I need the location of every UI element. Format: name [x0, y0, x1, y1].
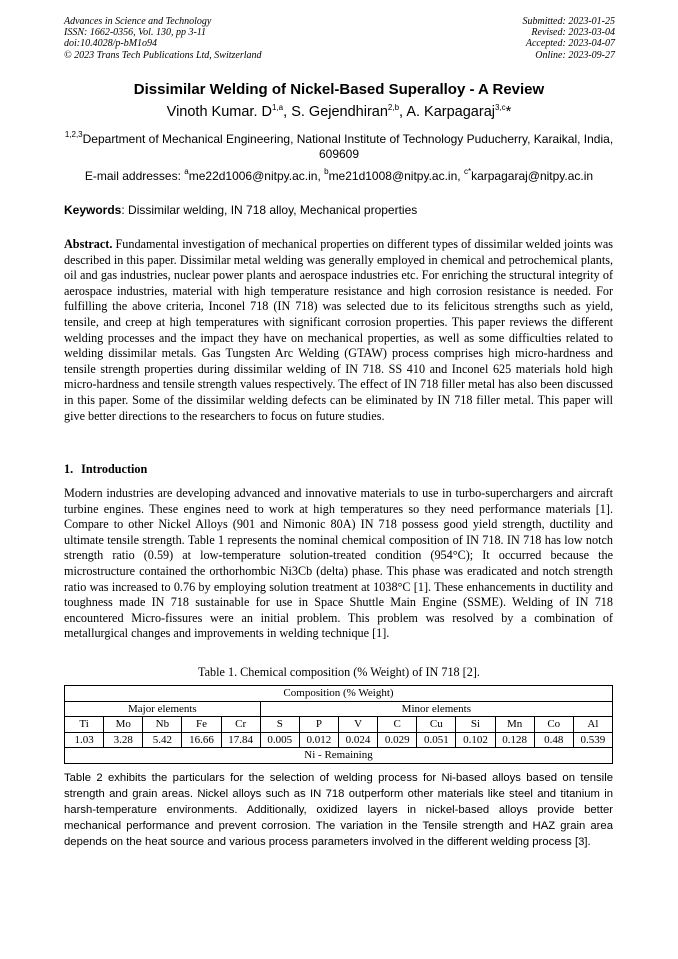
author-separator: , — [283, 104, 292, 120]
element-cell: Al — [573, 717, 612, 733]
abstract-text: Fundamental investigation of mechanical properties on different types of dissimilar welded joints was described in this paper. Dissimilar metal welding was generally employed in chemical and petrochemical plants, oil and gas industries, nuclear power plants and aerospace industries etc. For enriching the structural integrity of aerospace industries, material with high temperature resistance and high corrosion resistance is needed. For fulfilling the above criteria, Inconel 718 (IN 718) was selected due to its felicitous strengths such as yield, tensile, and creep at high temperatures with significant corrosion properties. This paper reviews the different welding processes and the impact they have on mechanical properties, as well as some difficulties related to welding dissimilar metals. Gas Tungsten Arc Welding (GTAW) process comprises high micro-hardness and tensile strength properties during dissimilar welding of IN 718. SS 410 and Inconel 625 materials hold high micro-hardness and tensile strength values respectively. The effect of IN 718 filler metal has also been discussed in this paper. Some of the dissimilar welding defects can be eliminated by IN 718 filler metal. This paper will give better directions to the researchers to focus on future studies. — [64, 237, 613, 423]
section-heading — [64, 462, 147, 477]
element-cell: P — [299, 717, 338, 733]
affiliation-text: Department of Mechanical Engineering, National Institute of Technology Puducherry, Karaikal, India, 609609 — [82, 132, 614, 161]
value-cell: 0.128 — [495, 732, 534, 748]
affiliation — [64, 132, 614, 162]
email-superscript: c* — [463, 167, 472, 176]
paper-title: Dissimilar Welding of Nickel-Based Superalloy - A Review — [133, 81, 545, 98]
element-row — [65, 717, 613, 733]
email-link[interactable]: me22d1006@nitpy.ac.in — [188, 169, 318, 183]
introduction-paragraph: Modern industries are developing advanced and innovative materials to use in turbo-superchargers and aircraft turbine engines. These engines need to work at high temperatures so they need performance materials [1]. Compare to other Nickel Alloys (901 and Nimonic 80A) IN 718 possess good yield strength, ductility and ultimate tensile strength. Table 1 represents the nominal chemical composition of IN 718. IN 718 has low notch strength ratio (0.59) at low-temperature solution-treated condition (954°C); It occurred because the microstructure contained the orthorhombic Ni3Cb (delta) phase. This phase was eradicated and notch strength ratio was increased to 0.76 by employing solution treatment at 1038°C [1]. These enhancements in ductility and toughness made IN 718 sustainable for use in Space Shuttle Main Engine (SSME). Welding of IN 718 encountered Micro-fissures were an initial problem. This problem was resolved by a combination of metallurgical changes and improvements in welding technique [1]. — [64, 486, 613, 641]
journal-info — [64, 16, 262, 61]
corresponding-author-mark: * — [505, 104, 512, 120]
author-name: S. Gejendhiran — [291, 104, 388, 120]
element-cell: C — [378, 717, 417, 733]
abstract — [64, 237, 613, 424]
element-cell: Nb — [143, 717, 182, 733]
composition-table — [64, 685, 613, 764]
author-superscript: 1,a — [272, 103, 284, 112]
table-header-minor: Minor elements — [260, 701, 612, 717]
value-cell: 0.539 — [573, 732, 612, 748]
author-name: A. Karpagaraj — [406, 104, 495, 120]
value-row — [65, 732, 613, 748]
email-superscript: a — [184, 167, 189, 176]
keywords-text: : Dissimilar welding, IN 718 alloy, Mechanical properties — [121, 203, 418, 217]
doi-line: doi:10.4028/p-bM1o94 — [64, 38, 158, 50]
value-cell: 0.029 — [378, 732, 417, 748]
value-cell: 0.005 — [260, 732, 299, 748]
email-separator: , — [457, 169, 464, 183]
author-separator: , — [399, 104, 407, 120]
affiliation-superscript: 1,2,3 — [64, 130, 83, 139]
keywords-label: Keywords — [64, 203, 122, 217]
value-cell: 3.28 — [104, 732, 143, 748]
email-label: E-mail addresses: — [84, 169, 185, 183]
issn-line: ISSN: 1662-0356, Vol. 130, pp 3-11 — [64, 27, 207, 39]
online-date: Online: 2023-09-27 — [535, 49, 615, 61]
abstract-label: Abstract. — [64, 237, 113, 251]
table-footer-remaining: Ni - Remaining — [65, 748, 613, 764]
element-cell: Mn — [495, 717, 534, 733]
submitted-date: Submitted: 2023-01-25 — [522, 16, 615, 27]
table-header-composition: Composition (% Weight) — [65, 686, 613, 702]
author-superscript: 3,c — [494, 103, 506, 112]
section-title: Introduction — [81, 462, 148, 476]
email-addresses — [0, 169, 678, 183]
element-cell: Mo — [104, 717, 143, 733]
element-cell: Cu — [417, 717, 456, 733]
email-link[interactable]: me21d1008@nitpy.ac.in — [328, 169, 458, 183]
element-cell: Si — [456, 717, 495, 733]
journal-name: Advances in Science and Technology — [64, 16, 212, 27]
copyright-line: © 2023 Trans Tech Publications Ltd, Switzerland — [64, 49, 262, 61]
element-cell: V — [338, 717, 377, 733]
author-name: Vinoth Kumar. D — [166, 104, 272, 120]
table2-paragraph: Table 2 exhibits the particulars for the selection of welding process for Ni-based alloys based on tensile strength and grain areas. Nickel alloys such as IN 718 outperform other materials like steel and titanium in harsh-temperature environments. Additionally, oxidized layers in nickel-based alloys provide better mechanical performance and prevent corrosion. The variation in the Tensile strength and HAZ grain area depends on the heat source and various process parameters involved in the different welding process [3]. — [64, 772, 613, 848]
table-caption: Table 1. Chemical composition (% Weight) of IN 718 [2]. — [198, 665, 480, 679]
accepted-date: Accepted: 2023-04-07 — [525, 38, 615, 50]
value-cell: 16.66 — [182, 732, 221, 748]
value-cell: 0.024 — [338, 732, 377, 748]
value-cell: 0.102 — [456, 732, 495, 748]
value-cell: 1.03 — [65, 732, 104, 748]
value-cell: 17.84 — [221, 732, 260, 748]
value-cell: 0.48 — [534, 732, 573, 748]
value-cell: 0.051 — [417, 732, 456, 748]
revised-date: Revised: 2023-03-04 — [531, 27, 615, 39]
element-cell: Co — [534, 717, 573, 733]
publication-dates — [523, 16, 616, 61]
element-cell: S — [260, 717, 299, 733]
element-cell: Fe — [182, 717, 221, 733]
table-header-major: Major elements — [65, 701, 261, 717]
element-cell: Cr — [221, 717, 260, 733]
keywords — [64, 203, 417, 217]
email-separator: , — [317, 169, 325, 183]
value-cell: 5.42 — [143, 732, 182, 748]
section-number: 1. — [64, 462, 74, 476]
author-list — [0, 104, 678, 120]
element-cell: Ti — [65, 717, 104, 733]
email-link[interactable]: karpagaraj@nitpy.ac.in — [471, 169, 594, 183]
author-superscript: 2,b — [387, 103, 400, 112]
email-superscript: b — [324, 167, 329, 176]
value-cell: 0.012 — [299, 732, 338, 748]
